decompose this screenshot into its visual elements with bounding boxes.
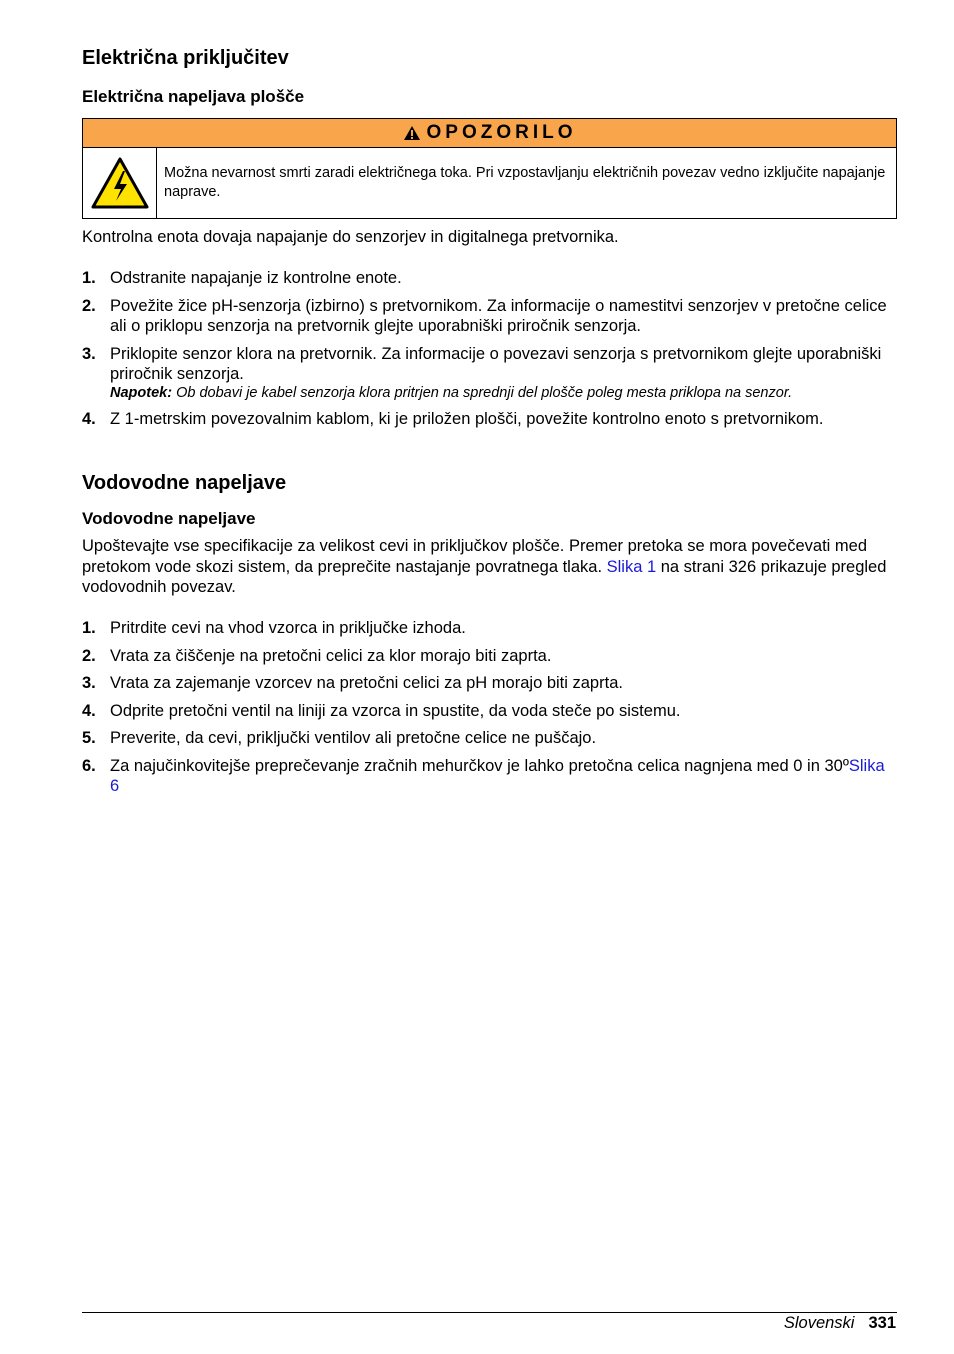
section-heading-electrical: Električna priključitev: [82, 47, 289, 69]
electric-shock-icon: [83, 148, 157, 218]
warning-title: OPOZORILO: [426, 122, 577, 143]
intro-paragraph: Kontrolna enota dovaja napajanje do senzorjev in digitalnega pretvornika.: [82, 228, 619, 246]
list-item: 5. Preverite, da cevi, priključki ventilov ali pretočne celice ne puščajo.: [82, 729, 597, 747]
list-item: 4. Odprite pretočni ventil na liniji za vzorca in spustite, da voda steče po sistemu.: [82, 701, 681, 720]
section-heading-plumbing: Vodovodne napeljave: [82, 472, 287, 494]
note: Napotek: Ob dobavi je kabel senzorja klora pritrjen na sprednji del plošče poleg mesta priklopa na senzor.: [110, 384, 793, 401]
list-item: 1. Pritrdite cevi na vhod vzorca in priključke izhoda.: [82, 619, 466, 637]
figure-link-slika-1[interactable]: Slika 1: [606, 557, 657, 576]
footer-language: Slovenski: [783, 1314, 855, 1332]
subsection-heading-panel-wiring: Električna napeljava plošče: [82, 87, 305, 106]
electrical-steps-list: [82, 268, 897, 436]
warning-header: [83, 119, 896, 148]
warning-text: Možna nevarnost smrti zaradi električnega toka. Pri vzpostavljanju električnih povezav vedno izključite napajanje naprave.: [164, 165, 886, 200]
warning-triangle-icon: [403, 125, 421, 141]
list-item: 2. Povežite žice pH-senzorja (izbirno) s pretvornikom. Za informacije o namestitvi senzorjev v pretočne celice ali o priklopu senzorja na pretvornik glejte uporabniški priročnik senzorja.: [82, 296, 887, 335]
figure-link-slika-6[interactable]: Slika 6: [110, 756, 885, 795]
footer-divider: [82, 1312, 897, 1313]
list-item: 3. Priklopite senzor klora na pretvornik. Za informacije o povezavi senzorja s pretvornikom glejte uporabniški priročnik senzorja. Napotek: Ob dobavi je kabel senzorja klora pritrjen na sprednji del plošče poleg mesta priklopa na senzor.: [82, 344, 897, 402]
list-item: 3. Vrata za zajemanje vzorcev na pretočni celici za pH morajo biti zaprta.: [82, 674, 623, 692]
list-item: 6. Za najučinkovitejše preprečevanje zračnih mehurčkov je lahko pretočna celica nagnjena med 0 in 30ºSlika 6: [82, 756, 885, 795]
page-footer: [784, 1313, 896, 1333]
list-item: 4. Z 1-metrskim povezovalnim kablom, ki je priložen plošči, povežite kontrolno enoto s pretvornikom.: [82, 409, 824, 428]
plumbing-steps-list: [82, 618, 897, 804]
subsection-heading-plumbing: Vodovodne napeljave: [82, 509, 256, 528]
list-item: 1. Odstranite napajanje iz kontrolne enote.: [82, 269, 402, 287]
page-number: 331: [868, 1314, 896, 1332]
plumbing-paragraph: Upoštevajte vse specifikacije za velikost cevi in priključkov plošče. Premer pretoka se mora povečevati med pretokom vode skozi sistem, da preprečite nastajanje povratnega tlaka. Slika 1 na strani 326 prikazuje pregled vodovodnih povezav.: [82, 537, 887, 596]
list-item: 2. Vrata za čiščenje na pretočni celici za klor morajo biti zaprta.: [82, 646, 552, 665]
warning-box: [82, 118, 897, 219]
